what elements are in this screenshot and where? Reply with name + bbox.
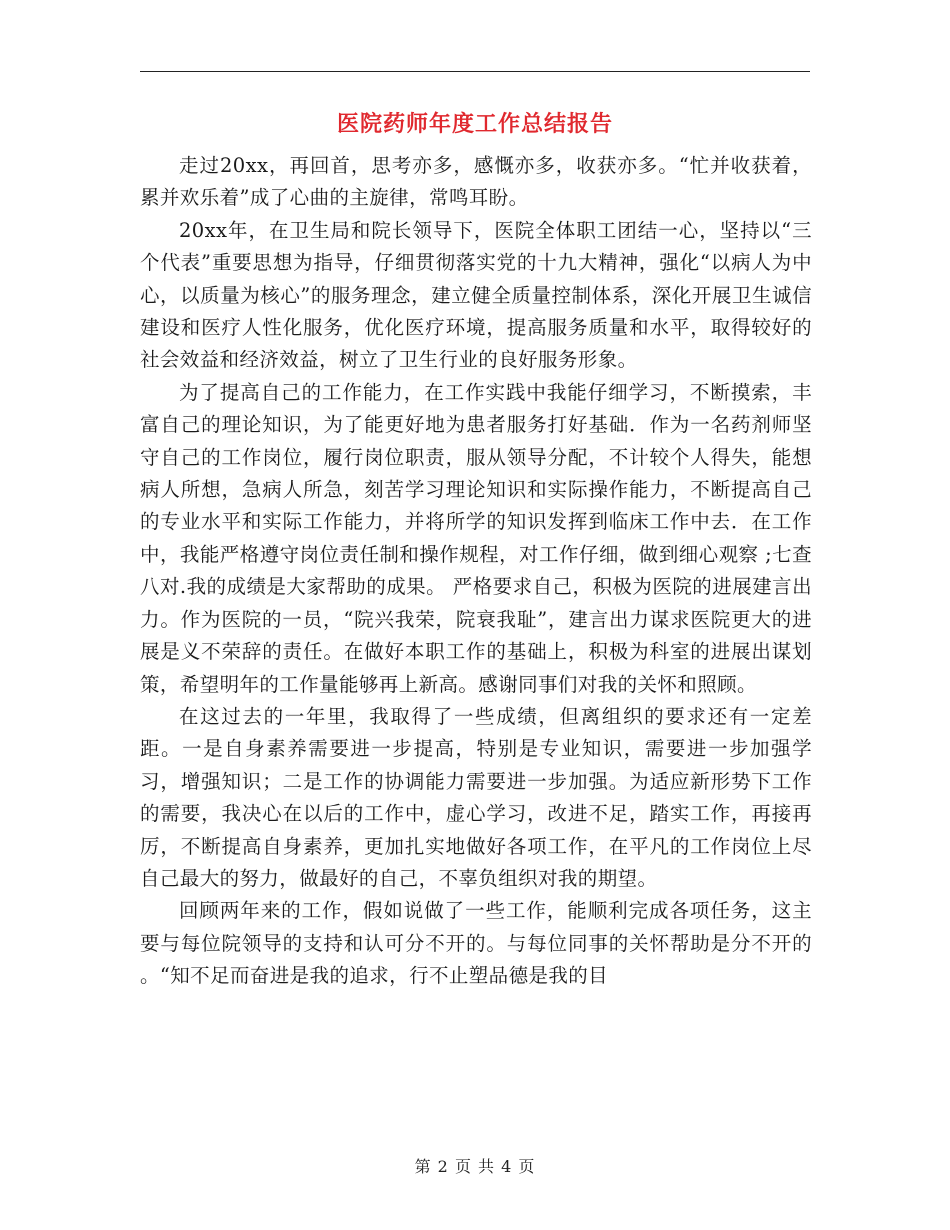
paragraph-3: 为了提高自己的工作能力，在工作实践中我能仔细学习，不断摸索，丰富自己的理论知识，为了能更好地为患者服务打好基础．作为一名药剂师坚守自己的工作岗位，履行岗位职责，服从领导分配，不计较个人得失，能想病人所想，急病人所急，刻苦学习理论知识和实际操作能力，不断提高自己的专业水平和实际工作能力，并将所学的知识发挥到临床工作中去．在工作中，我能严格遵守岗位责任制和操作规程，对工作仔细，做到细心观察 ;七查八对.我的成绩是大家帮助的成果。 严格要求自己，积极为医院的进展建言出力。作为医院的一员，“院兴我荣，院衰我耻”，建言出力谋求医院更大的进展是义不荣辞的责任。在做好本职工作的基础上，积极为科室的进展出谋划策，希望明年的工作量能够再上新高。感谢同事们对我的关怀和照顾。 <box>140 380 812 696</box>
paragraph-2: 20xx年，在卫生局和院长领导下，医院全体职工团结一心，坚持以“三个代表”重要思想为指导，仔细贯彻落实党的十九大精神，强化“以病人为中心，以质量为核心”的服务理念，建立健全质量控制体系，深化开展卫生诚信建设和医疗人性化服务，优化医疗环境，提高服务质量和水平，取得较好的社会效益和经济效益，树立了卫生行业的良好服务形象。 <box>140 218 812 372</box>
header-rule <box>140 71 810 72</box>
document-title: 医院药师年度工作总结报告 <box>336 111 613 137</box>
paragraph-4: 在这过去的一年里，我取得了一些成绩，但离组织的要求还有一定差距。一是自身素养需要进一步提高，特别是专业知识，需要进一步加强学习，增强知识；二是工作的协调能力需要进一步加强。为适应新形势下工作的需要，我决心在以后的工作中，虚心学习，改进不足，踏实工作，再接再厉，不断提高自身素养，更加扎实地做好各项工作，在平凡的工作岗位上尽自己最大的努力，做最好的自己，不辜负组织对我的期望。 <box>140 704 812 890</box>
page-number-footer: 第 2 页 共 4 页 <box>414 1157 536 1176</box>
document-body <box>140 150 812 993</box>
paragraph-1: 走过20xx，再回首，思考亦多，感慨亦多，收获亦多。“忙并收获着，累并欢乐着”成了心曲的主旋律，常鸣耳盼。 <box>140 154 812 210</box>
paragraph-5: 回顾两年来的工作，假如说做了一些工作，能顺利完成各项任务，这主要与每位院领导的支持和认可分不开的。与每位同事的关怀帮助是分不开的 。“知不足而奋进是我的追求，行不止塑品德是我的目 <box>140 899 812 988</box>
